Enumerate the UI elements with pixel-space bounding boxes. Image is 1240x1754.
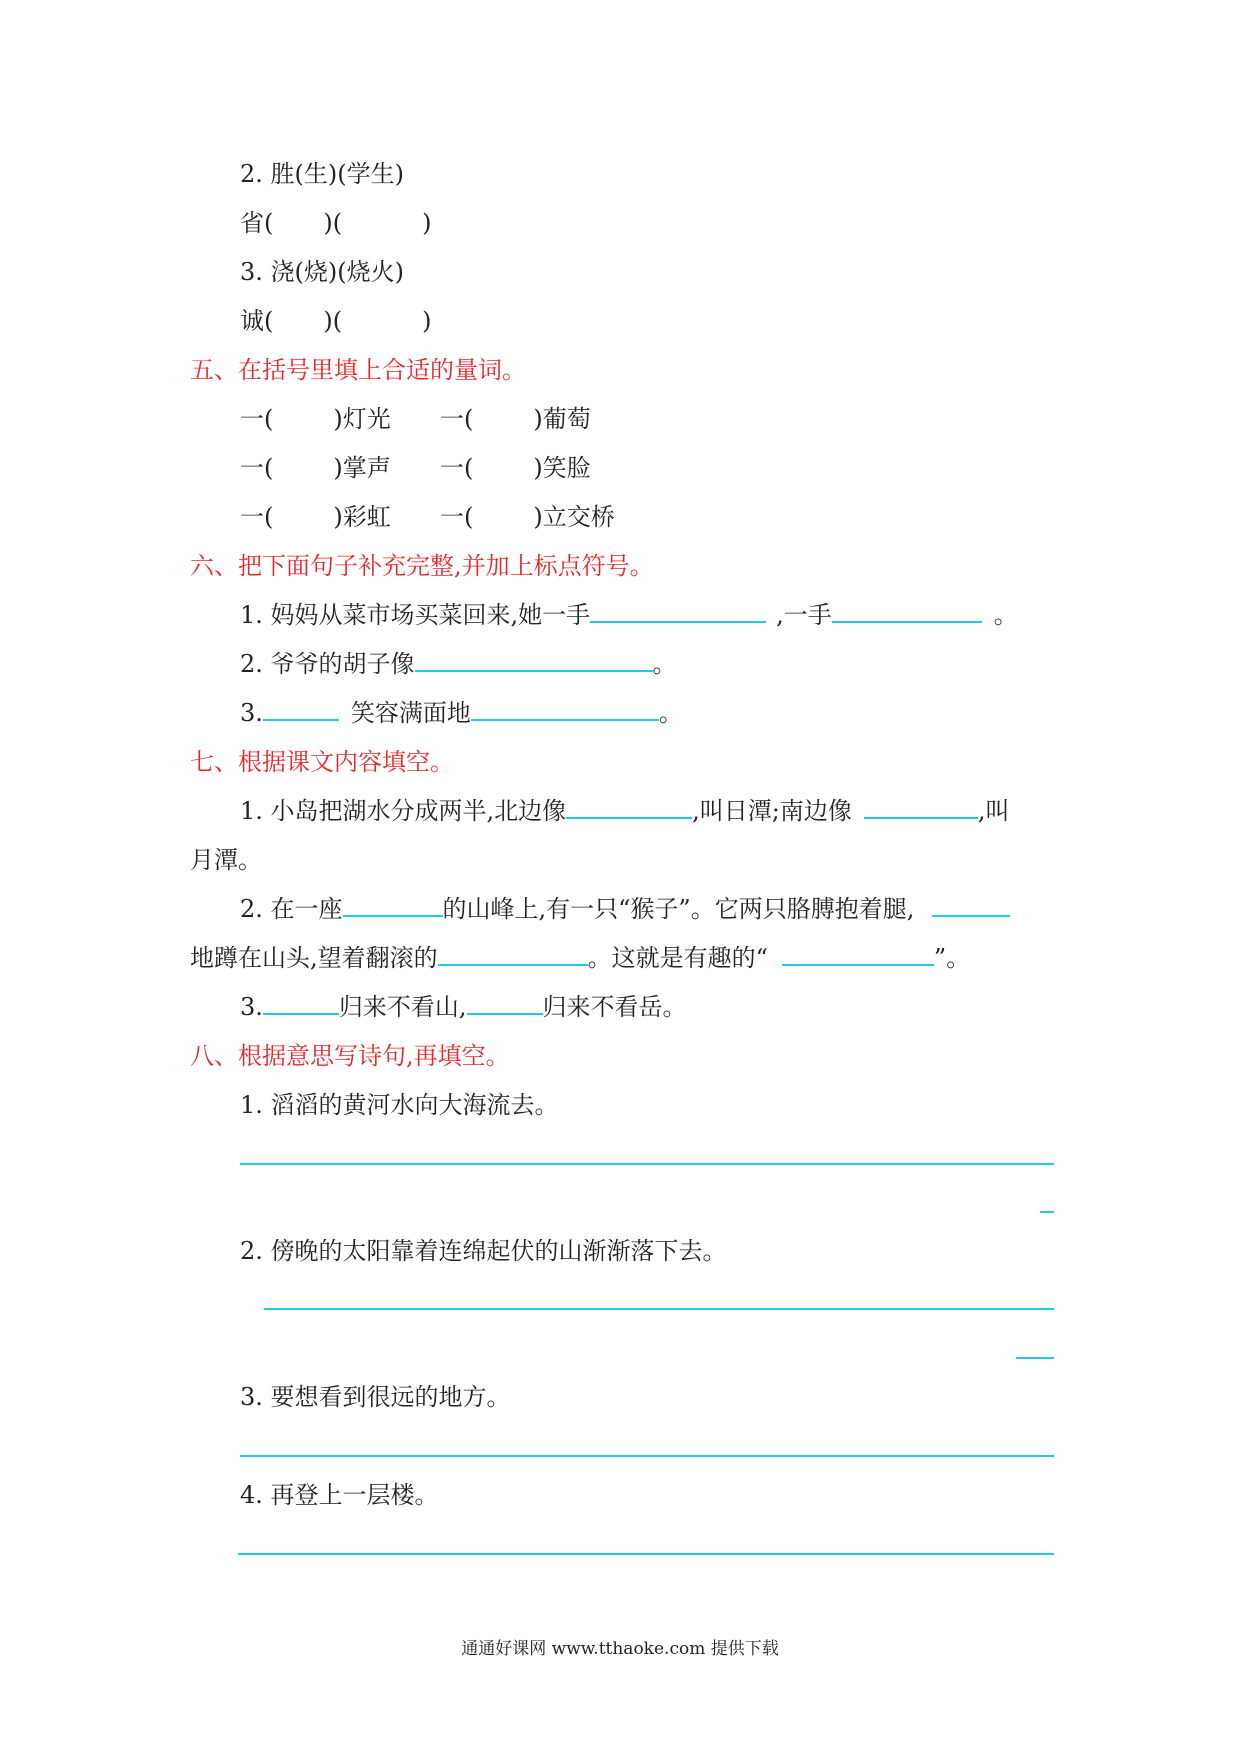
answer-line[interactable] <box>240 1163 1054 1165</box>
fill-blank[interactable] <box>832 599 982 623</box>
measure-row-3b <box>440 500 615 534</box>
item-2-answer-row <box>240 206 431 240</box>
row-3-b-post: )立交桥 <box>533 503 615 531</box>
item-3-mid: )( <box>323 307 343 335</box>
section-6-heading: 六、把下面句子补充完整,并加上标点符号。 <box>190 552 654 580</box>
fill-blank[interactable] <box>467 991 543 1015</box>
sentence-7-2 <box>240 892 1010 926</box>
s7-2-e: ”。 <box>933 944 971 972</box>
row-2-b-pre: 一( <box>440 454 474 482</box>
fill-blank[interactable] <box>566 795 692 819</box>
s6-1-b: ,一手 <box>776 601 832 629</box>
s7-2-c: 地蹲在山头,望着翻滚的 <box>190 944 438 972</box>
s6-3-c: 。 <box>658 699 683 727</box>
item-2-mid: )( <box>323 209 343 237</box>
poem-item-4: 4. 再登上一层楼。 <box>240 1481 439 1509</box>
fill-blank[interactable] <box>263 697 339 721</box>
s6-1-a: 1. 妈妈从菜市场买菜回来,她一手 <box>240 601 591 629</box>
measure-row-1b <box>440 402 591 436</box>
s7-1-a: 1. 小岛把湖水分成两半,北边像 <box>240 797 567 825</box>
row-3-a-pre: 一( <box>240 503 274 531</box>
measure-row-2 <box>240 451 391 485</box>
sentence-6-2 <box>240 647 677 681</box>
sentence-7-3 <box>240 990 687 1024</box>
s7-2-a: 2. 在一座 <box>240 895 343 923</box>
measure-row-3 <box>240 500 391 534</box>
s6-2-b: 。 <box>652 650 677 678</box>
s7-2-d: 。这就是有趣的“ <box>587 944 768 972</box>
footer-credit: 通通好课网 www.tthaoke.com 提供下载 <box>461 1639 779 1659</box>
fill-blank[interactable] <box>864 795 978 819</box>
fill-blank[interactable] <box>782 942 934 966</box>
measure-row-1 <box>240 402 391 436</box>
fill-blank[interactable] <box>343 893 443 917</box>
item-2-end: ) <box>422 209 432 237</box>
row-2-a-post: )掌声 <box>333 454 391 482</box>
s7-3-a: 3. <box>240 993 263 1021</box>
item-2-q: 省( <box>240 209 274 237</box>
s7-1-b: ,叫日潭;南边像 <box>692 797 852 825</box>
measure-row-2b <box>440 451 591 485</box>
fill-blank[interactable] <box>415 648 653 672</box>
fill-blank[interactable] <box>590 599 766 623</box>
sentence-6-1 <box>240 598 1018 632</box>
sentence-7-1-cont: 月潭。 <box>190 846 262 874</box>
row-2-b-post: )笑脸 <box>533 454 591 482</box>
poem-item-1: 1. 滔滔的黄河水向大海流去。 <box>240 1091 559 1119</box>
fill-blank[interactable] <box>471 697 659 721</box>
section-5-heading: 五、在括号里填上合适的量词。 <box>190 356 526 384</box>
section-8-heading: 八、根据意思写诗句,再填空。 <box>190 1042 510 1070</box>
sentence-6-3 <box>240 696 683 730</box>
row-2-a-pre: 一( <box>240 454 274 482</box>
s6-2-a: 2. 爷爷的胡子像 <box>240 650 415 678</box>
poem-item-3: 3. 要想看到很远的地方。 <box>240 1383 511 1411</box>
fill-blank[interactable] <box>263 991 339 1015</box>
item-2-label: 2. 胜(生)(学生) <box>240 160 404 188</box>
row-1-a-pre: 一( <box>240 405 274 433</box>
row-3-b-pre: 一( <box>440 503 474 531</box>
fill-blank[interactable] <box>438 942 588 966</box>
s6-3-a: 3. <box>240 699 263 727</box>
answer-line-tail <box>1040 1211 1054 1213</box>
sentence-7-2-cont <box>190 941 970 975</box>
poem-item-2: 2. 傍晚的太阳靠着连绵起伏的山渐渐落下去。 <box>240 1237 727 1265</box>
row-1-a-post: )灯光 <box>333 405 391 433</box>
item-3-q: 诚( <box>240 307 274 335</box>
row-1-b-pre: 一( <box>440 405 474 433</box>
s7-3-b: 归来不看山, <box>338 993 467 1021</box>
s6-1-c: 。 <box>993 601 1018 629</box>
row-3-a-post: )彩虹 <box>333 503 391 531</box>
item-3-answer-row <box>240 304 431 338</box>
fill-blank[interactable] <box>932 893 1010 917</box>
answer-line[interactable] <box>240 1455 1054 1457</box>
section-7-heading: 七、根据课文内容填空。 <box>190 748 454 776</box>
item-3-label: 3. 浇(烧)(烧火) <box>240 258 404 286</box>
s6-3-b: 笑容满面地 <box>350 699 471 727</box>
answer-line-tail <box>1016 1357 1054 1359</box>
row-1-b-post: )葡萄 <box>533 405 591 433</box>
answer-line[interactable] <box>238 1553 1054 1555</box>
item-3-end: ) <box>422 307 432 335</box>
s7-2-b: 的山峰上,有一只“猴子”。它两只胳膊抱着腿, <box>442 895 915 923</box>
s7-3-c: 归来不看岳。 <box>542 993 687 1021</box>
answer-line[interactable] <box>264 1308 1054 1310</box>
sentence-7-1 <box>240 794 1010 828</box>
s7-1-c: ,叫 <box>977 797 1010 825</box>
